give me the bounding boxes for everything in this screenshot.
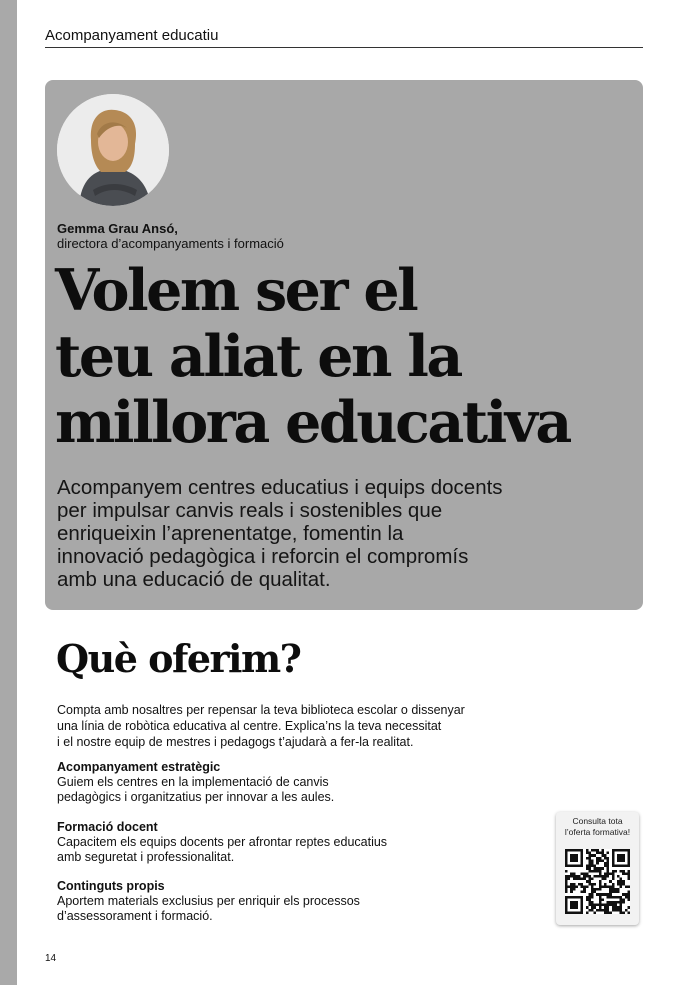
hero-intro-line: innovació pedagògica i reforcin el compromís: [57, 545, 469, 568]
service-description: Aportem materials exclusius per enriquir els processos: [57, 894, 360, 908]
avatar: [57, 94, 169, 206]
service-title: Continguts propis: [57, 879, 165, 893]
hero-intro-line: amb una educació de qualitat.: [57, 568, 331, 591]
offer-intro: [57, 702, 465, 750]
service-content: [57, 879, 360, 924]
service-description: amb seguretat i professionalitat.: [57, 850, 235, 864]
section-label: Acompanyament educatiu: [45, 27, 219, 44]
hero-intro-line: enriqueixin l’aprenentatge, fomentin la: [57, 522, 404, 545]
hero-intro-line: Acompanyem centres educatius i equips docents: [57, 476, 503, 499]
service-title: Acompanyament estratègic: [57, 760, 221, 774]
side-strip: [0, 0, 17, 985]
headline-line: millora educativa: [55, 389, 570, 456]
hero-intro-line: per impulsar canvis reals i sostenibles que: [57, 499, 443, 522]
qr-code-icon[interactable]: [565, 849, 630, 914]
offer-intro-line: i el nostre equip de mestres i pedagogs t’ajudarà a fer-la realitat.: [57, 735, 414, 749]
person-name: Gemma Grau Ansó,: [57, 221, 178, 236]
service-training: [57, 820, 387, 865]
offer-intro-line: una línia de robòtica educativa al centre. Explica’ns la teva necessitat: [57, 719, 442, 733]
page-number: 14: [45, 953, 57, 964]
service-description: d’assessorament i formació.: [57, 909, 213, 923]
portrait-photo: [57, 94, 169, 206]
headline: [55, 258, 570, 456]
headline-line: teu aliat en la: [55, 323, 461, 390]
qr-card[interactable]: [556, 812, 639, 925]
service-description: Guiem els centres en la implementació de canvis: [57, 775, 329, 789]
offer-title: Què oferim?: [56, 636, 301, 681]
qr-caption-line: Consulta tota: [572, 816, 623, 826]
headline-line: Volem ser el: [55, 257, 417, 324]
service-description: Capacitem els equips docents per afrontar reptes educatius: [57, 835, 388, 849]
hero-panel: [45, 80, 643, 610]
hero-intro: [57, 476, 617, 591]
qr-caption: [556, 816, 639, 838]
service-description: pedagògics i organitzatius per innovar a les aules.: [57, 790, 335, 804]
service-title: Formació docent: [57, 820, 158, 834]
header-rule: [45, 47, 643, 48]
person-role: directora d’acompanyaments i formació: [57, 236, 284, 251]
qr-caption-line: l’oferta formativa!: [564, 827, 631, 837]
offer-intro-line: Compta amb nosaltres per repensar la teva biblioteca escolar o dissenyar: [57, 703, 465, 717]
service-strategic: [57, 760, 334, 805]
